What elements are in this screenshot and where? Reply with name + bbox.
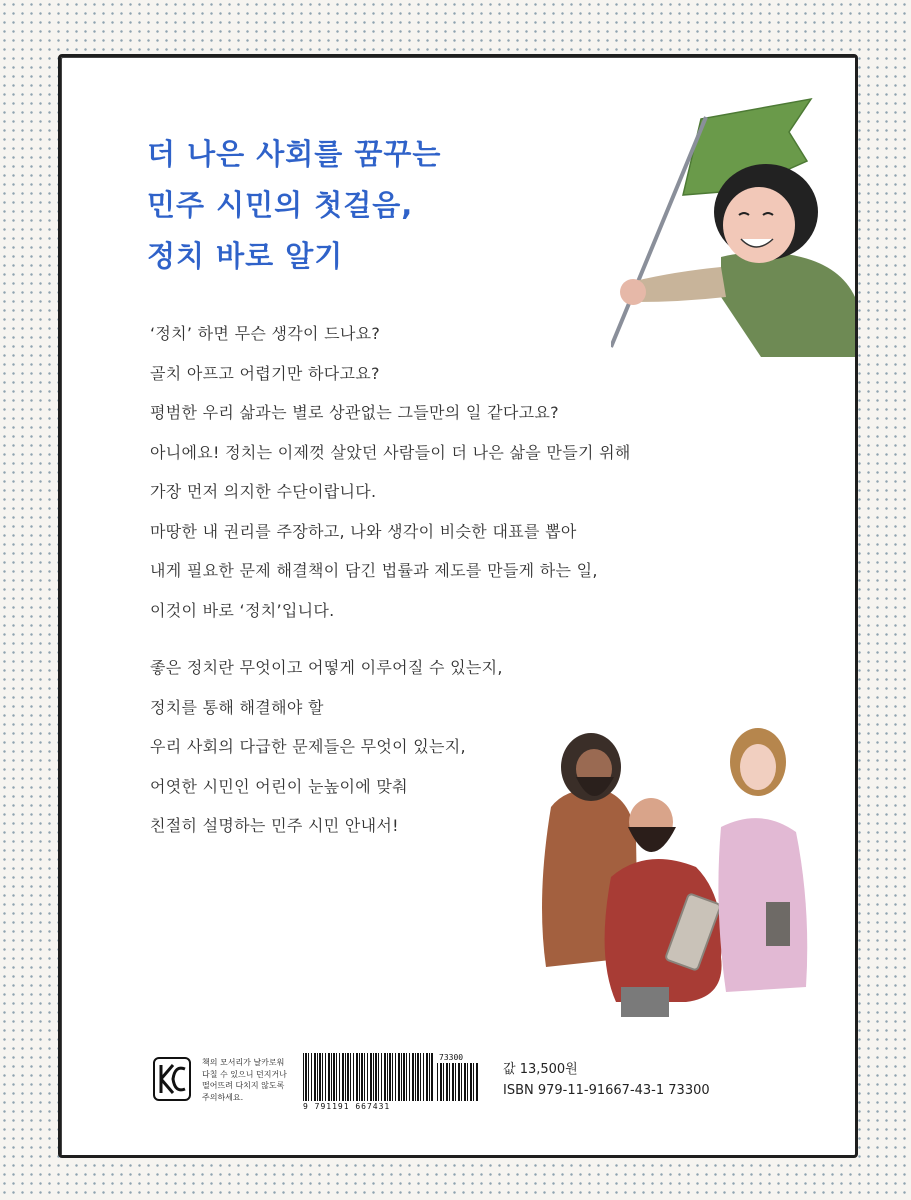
girl-body [721,252,855,357]
barcode-addon-number: 73300 [439,1053,464,1062]
safety-notice [202,1057,292,1103]
isbn-label: ISBN 979-11-91667-43-1 73300 [503,1083,710,1098]
body-line: 아니에요! 정치는 이제껏 살았던 사람들이 더 나은 삶을 만들기 위해 [150,442,631,462]
safety-notice-line: 떨어뜨려 다치지 않도록 [202,1081,285,1090]
ancient-greeks-illustration [526,727,816,1017]
kc-mark-icon [153,1057,191,1101]
girl-arm [631,267,726,302]
body-line: 내게 필요한 문제 해결책이 담긴 법률과 제도를 만들게 하는 일, [150,561,598,580]
headline [147,129,441,282]
intro-paragraph [150,314,631,630]
body-line: 좋은 정치란 무엇이고 어떻게 이루어질 수 있는지, [150,658,503,677]
barcode-number: 9 791191 667431 [303,1102,391,1111]
flag-pole [611,117,706,347]
woman-face [740,744,776,790]
woman-dress [718,818,807,992]
barcode-addon-bars [437,1063,479,1101]
cover-panel [58,54,858,1158]
body-line: 정치를 통해 해결해야 할 [150,697,324,717]
headline-line-2: 민주 시민의 첫걸음, [147,188,414,222]
body-line: 평범한 우리 삶과는 별로 상관없는 그들만의 일 같다고요? [150,403,559,422]
body-line: 친절히 설명하는 민주 시민 안내서! [150,816,399,835]
body-line: ‘정치’ 하면 무슨 생각이 드나요? [150,324,381,343]
safety-notice-line: 다칠 수 있으니 던지거나 [202,1069,287,1079]
stone-block [621,987,669,1017]
girl-face [723,187,795,263]
headline-line-1: 더 나은 사회를 꿈꾸는 [147,137,442,171]
isbn-barcode [303,1053,464,1111]
price-info [503,1059,710,1101]
safety-notice-line: 책의 모서리가 날카로워 [202,1058,285,1067]
safety-notice-line: 주의하세요. [202,1092,244,1102]
summary-paragraph [150,648,503,846]
body-line: 우리 사회의 다급한 문제들은 무엇이 있는지, [150,737,466,756]
body-line: 이것이 바로 ‘정치’입니다. [150,600,335,620]
price-label: 값 13,500원 [503,1062,578,1077]
body-line: 어엿한 시민인 어린이 눈높이에 맞춰 [150,776,408,796]
body-line: 마땅한 내 권리를 주장하고, 나와 생각이 비슷한 대표를 뽑아 [150,521,577,541]
small-tablet [766,902,790,946]
body-line: 골치 아프고 어렵기만 하다고요? [150,363,380,383]
barcode-bars [303,1053,433,1101]
flag-girl-illustration [611,97,855,357]
body-line: 가장 먼저 의지한 수단이랍니다. [150,482,377,501]
girl-hand [620,279,646,305]
headline-line-3: 정치 바로 알기 [147,239,344,273]
